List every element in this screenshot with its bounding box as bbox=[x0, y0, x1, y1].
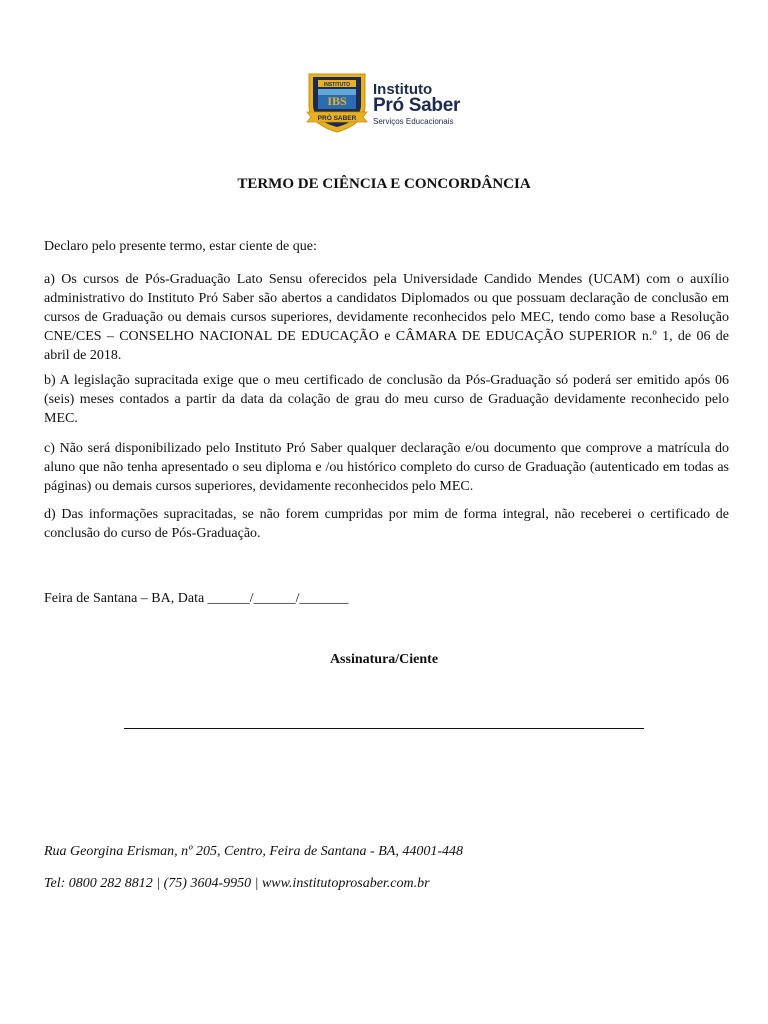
footer-address: Rua Georgina Erisman, nº 205, Centro, Feira de Santana - BA, 44001-448 bbox=[44, 844, 463, 859]
signature-line bbox=[124, 728, 644, 729]
clause-d-paragraph: d) Das informações supracitadas, se não forem cumpridas por mim de forma integral, não receberei o certificado de conclusão do curso de Pós-Graduação. bbox=[44, 507, 729, 541]
clause-c-paragraph: c) Não será disponibilizado pelo Instituto Pró Saber qualquer declaração e/ou documento que comprove a matrícula do aluno que não tenha apresentado o seu diploma e /ou histórico completo do curso de Graduação (autenticado em todas as páginas) ou demais cursos superiores, devidamente reconhecidos pelo MEC. bbox=[44, 441, 729, 494]
logo-name-line-1: Instituto bbox=[373, 81, 433, 98]
intro-paragraph: Declaro pelo presente termo, estar ciente de que: bbox=[44, 239, 317, 254]
clause-a-paragraph: a) Os cursos de Pós-Graduação Lato Sensu oferecidos pela Universidade Candido Mendes (UCAM) com o auxílio administrativo do Instituto Pró Saber são abertos a candidatos Diplomados ou que possuam declaração de conclusão em cursos de Graduação ou demais cursos superiores, devidamente reconhecidos pelo MEC, tendo como base a Resolução CNE/CES – CONSELHO NACIONAL DE EDUCAÇÃO e CÂMARA DE EDUCAÇÃO SUPERIOR n.º 1, de 06 de abril de 2018. bbox=[44, 272, 729, 363]
logo-badge-ribbon-text: PRÓ SABER bbox=[317, 115, 357, 122]
date-line: Feira de Santana – BA, Data ______/______/_______ bbox=[44, 591, 349, 606]
logo-name-line-2: Pró Saber bbox=[373, 95, 461, 116]
logo-badge-top-text: INSTITUTO bbox=[323, 82, 351, 88]
logo-tagline: Serviços Educacionais bbox=[373, 117, 454, 126]
signature-label: Assinatura/Ciente bbox=[329, 652, 439, 667]
institute-logo bbox=[305, 72, 475, 134]
footer-contact: Tel: 0800 282 8812 | (75) 3604-9950 | www.institutoprosaber.com.br bbox=[44, 876, 430, 891]
clause-b-paragraph: b) A legislação supracitada exige que o meu certificado de conclusão da Pós-Graduação só poderá ser emitido após 06 (seis) meses contados a partir da data da colação de grau do meu curso de Graduação devidamente reconhecido pelo MEC. bbox=[44, 373, 729, 426]
logo-badge-center-text: IBS bbox=[327, 94, 347, 108]
logo-shield-icon bbox=[305, 72, 371, 134]
document-title: TERMO DE CIÊNCIA E CONCORDÂNCIA bbox=[237, 176, 531, 192]
